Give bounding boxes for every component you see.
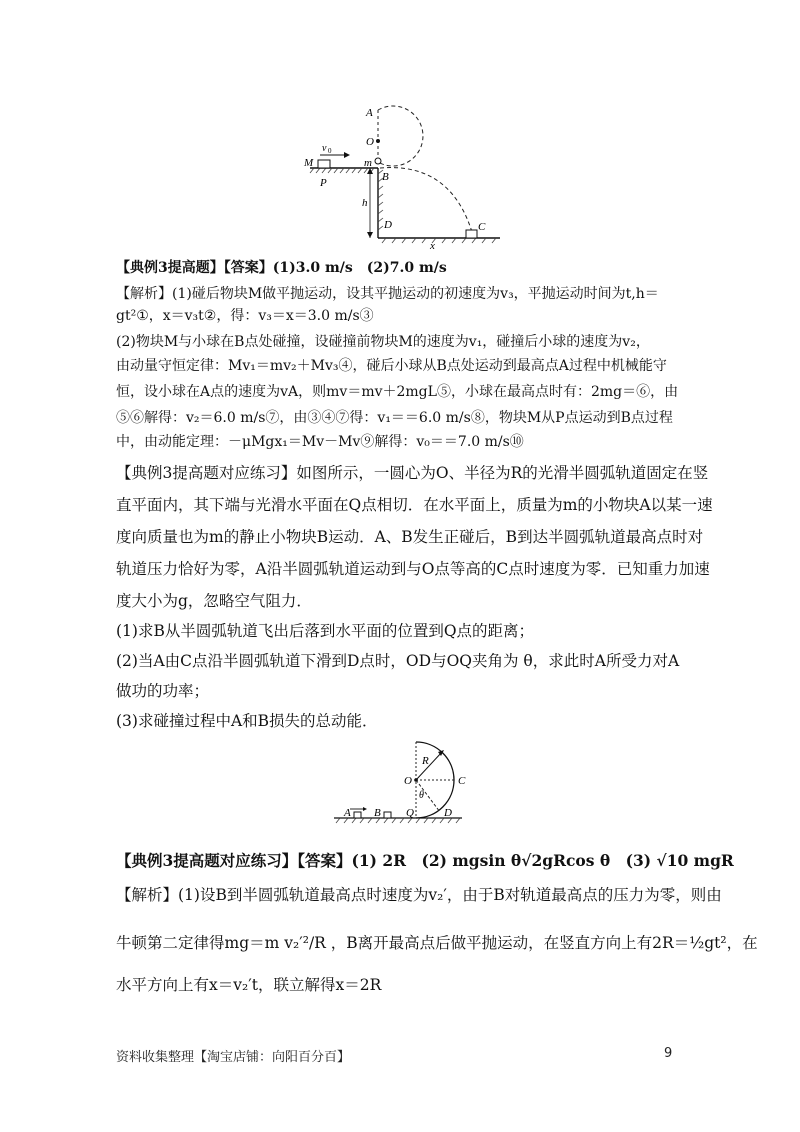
label-m-small: m: [364, 157, 372, 169]
practice-question-2: (2)当A由C点沿半圆弧轨道下滑到D点时，OD与OQ夹角为 θ，求此时A所受力对A: [116, 652, 680, 670]
label-x: x: [430, 240, 435, 250]
ex3-analysis-line: 【解析】(1)碰后物块M做平抛运动，设其平抛运动的初速度为v₃，平抛运动时间为t,h＝: [116, 286, 659, 302]
label-a: A: [344, 807, 351, 819]
radius-r: [416, 752, 442, 780]
label-p: P: [320, 177, 327, 189]
label-c: C: [478, 221, 486, 233]
practice-analysis-line: 牛顿第二定律得mg＝m v₂′²/R ，B离开最高点后做平抛运动，在竖直方向上有2R＝½gt²，在: [116, 934, 758, 952]
landing-block: [466, 230, 477, 238]
ground-hatch: [336, 818, 460, 823]
label-m-big: M: [304, 157, 314, 169]
block-b: [384, 812, 391, 818]
label-h: h: [362, 197, 368, 209]
practice-text-line: 度向质量也为m的静止小物块B运动．A、B发生正碰后，B到达半圆弧轨道最高点时对: [116, 528, 704, 546]
practice-answer-line: 【典例3提高题对应练习】【答案】(1) 2R (2) mgsin θ√2gRcos θ (3) √10 mgR: [116, 851, 734, 870]
label-theta: θ: [419, 790, 424, 801]
practice-question-3: (3)求碰撞过程中A和B损失的总动能．: [116, 712, 378, 730]
label-r: R: [422, 755, 429, 767]
practice-analysis-line: 【解析】(1)设B到半圆弧轨道最高点时速度为v₂′，由于B对轨道最高点的压力为零，则由: [116, 886, 722, 904]
label-b: B: [374, 807, 381, 819]
ex3-analysis-line: (2)物块M与小球在B点处碰撞，设碰撞前物块M的速度为v₁，碰撞后小球的速度为v₂，: [116, 334, 650, 350]
ex3-answer-line: 【典例3提高题】【答案】(1)3.0 m/s (2)7.0 m/s: [116, 260, 447, 276]
label-v0: v: [322, 143, 327, 154]
block-a: [354, 812, 361, 818]
label-d: D: [384, 219, 392, 231]
practice-text-line: 直平面内，其下端与光滑水平面在Q点相切．在水平面上，质量为m的小物块A以某一速: [116, 496, 713, 514]
ex3-analysis-line: ⑤⑥解得：v₂＝6.0 m/s⑦，由③④⑦得：v₁＝＝6.0 m/s⑧，物块M从P点运动到B点过程: [116, 410, 673, 426]
semicircle-track-diagram: [330, 736, 470, 826]
practice-question-2-cont: 做功的功率；: [116, 682, 210, 700]
label-v0-sub: 0: [328, 147, 332, 155]
ball-m: [375, 158, 381, 164]
label-d: D: [444, 807, 452, 819]
ground-hatch: [382, 238, 496, 243]
height-arrow-bottom: [367, 232, 373, 238]
point-o: [376, 139, 380, 143]
circular-path-dashed: [378, 106, 423, 166]
ex3-analysis-line: 恒，设小球在A点的速度为vA，则mv＝mv＋2mgL⑤，小球在最高点时有：2mg＝⑥，由: [116, 384, 679, 400]
page-number: 9: [664, 1046, 673, 1061]
center-o: [414, 778, 418, 782]
velocity-arrowhead-a: [363, 807, 367, 811]
practice-question-1: (1)求B从半圆弧轨道飞出后落到水平面的位置到Q点的距离；: [116, 622, 535, 640]
label-a: A: [366, 107, 373, 119]
velocity-arrowhead: [344, 152, 350, 158]
projectile-collision-diagram: [300, 100, 510, 250]
block-m: [318, 160, 330, 168]
practice-text-line: 轨道压力恰好为零，A沿半圆弧轨道运动到与O点等高的C点时速度为零．已知重力加速: [116, 560, 710, 578]
trajectory-dashed: [380, 168, 472, 232]
label-b: B: [382, 171, 389, 183]
practice-analysis-line: 水平方向上有x＝v₂′t，联立解得x＝2R: [116, 976, 382, 994]
label-c: C: [458, 775, 466, 787]
ex3-analysis-line: 中，由动能定理：－μMgx₁＝Mv－Mv⑨解得：v₀＝＝7.0 m/s⑩: [116, 434, 524, 450]
practice-text-line: 【典例3提高题对应练习】如图所示，一圆心为O、半径为R的光滑半圆弧轨道固定在竖: [116, 464, 709, 482]
ex3-analysis-line: 由动量守恒定律：Mv₁＝mv₂＋Mv₃④，碰后小球从B点处运动到最高点A过程中机械能守: [116, 358, 667, 374]
label-o: O: [366, 136, 374, 148]
label-q: Q: [406, 807, 414, 819]
footer-source: 资料收集整理【淘宝店铺：向阳百分百】: [116, 1050, 351, 1065]
ex3-analysis-line: gt²①，x＝v₃t②，得：v₃＝x＝3.0 m/s③: [116, 308, 374, 324]
practice-text-line: 度大小为g，忽略空气阻力．: [116, 592, 312, 610]
label-o: O: [404, 775, 412, 787]
